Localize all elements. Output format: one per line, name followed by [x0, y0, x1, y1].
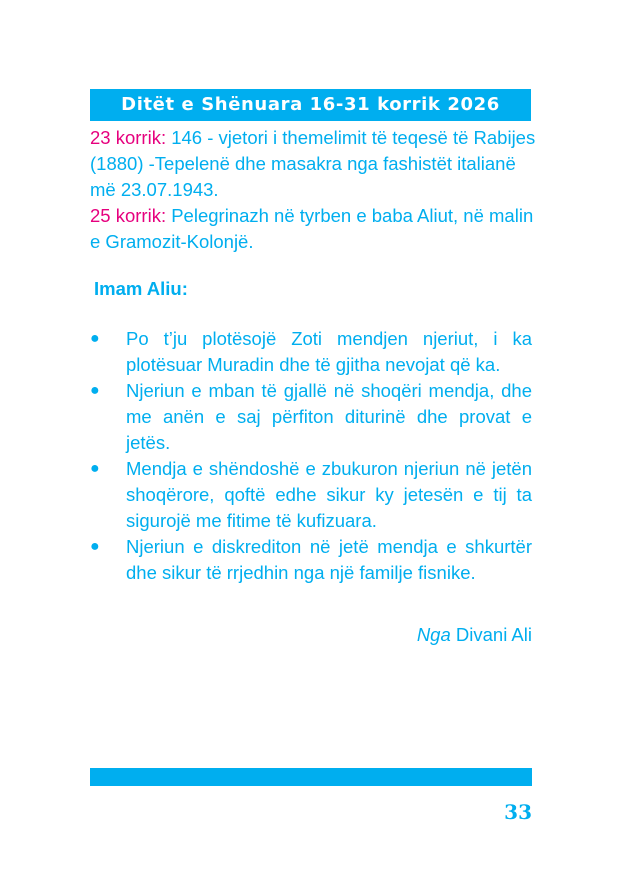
- date-text: 146 - vjetori i themelimit të teqesë të Rabijes (1880) -Tepelenë dhe masakra nga fashistët italianë më 23.07.1943.: [90, 127, 536, 200]
- saying-text: Po t’ju plotësojë Zoti mendjen njeriut, i ka plotësuar Muradin dhe të gjitha nevojat që ka.: [126, 328, 532, 375]
- quote-source: [90, 622, 532, 648]
- page-number: 33: [504, 800, 532, 824]
- sayings-list: [90, 326, 532, 586]
- bullet-icon: ●: [90, 382, 100, 399]
- footer-bar: [90, 768, 532, 786]
- date-entry: [90, 125, 540, 203]
- list-item: [90, 378, 532, 456]
- source-prefix: Nga: [416, 624, 451, 645]
- date-key: 23 korrik:: [90, 127, 167, 148]
- list-item: [90, 326, 532, 378]
- list-item: [90, 534, 532, 586]
- bullet-icon: ●: [90, 538, 100, 555]
- bullet-icon: ●: [90, 330, 100, 347]
- list-item: [90, 456, 532, 534]
- source-name: Divani Ali: [455, 624, 532, 645]
- date-key: 25 korrik:: [90, 205, 167, 226]
- quote-author: Imam Aliu:: [94, 278, 188, 299]
- page-title: Ditët e Shënuara 16-31 korrik 2026: [90, 89, 531, 121]
- saying-text: Mendja e shëndoshë e zbukuron njeriun në jetën shoqërore, qoftë edhe sikur ky jetesën e tij ta sigurojë me fitime të kufizuara.: [126, 458, 532, 531]
- commemorated-dates: [90, 125, 540, 255]
- bullet-icon: ●: [90, 460, 100, 477]
- saying-text: Njeriun e diskrediton në jetë mendja e shkurtër dhe sikur të rrjedhin nga një familje fisnike.: [126, 536, 532, 583]
- date-entry: [90, 203, 540, 255]
- saying-text: Njeriun e mban të gjallë në shoqëri mendja, dhe me anën e saj përfiton diturinë dhe provat e jetës.: [126, 380, 532, 453]
- date-text: Pelegrinazh në tyrben e baba Aliut, në malin e Gramozit-Kolonjë.: [90, 205, 534, 252]
